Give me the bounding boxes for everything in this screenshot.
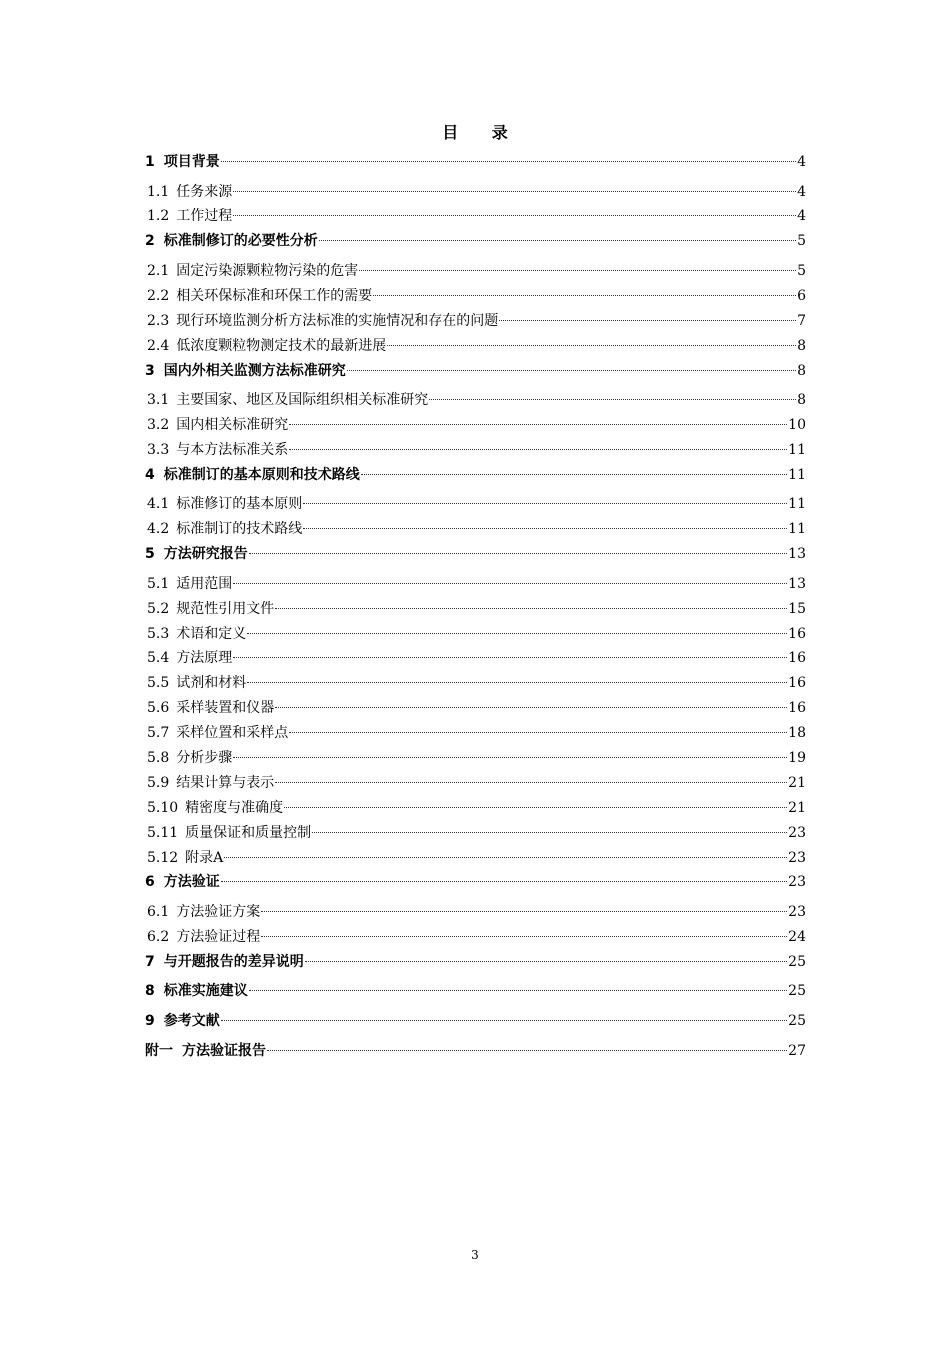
toc-chapter-row[interactable] [145,150,806,180]
toc-dot-leader [261,936,787,937]
toc-page-number: 15 [788,600,806,617]
toc-dot-leader [233,215,796,216]
toc-dot-leader [387,345,796,346]
toc-section-row[interactable] [145,492,806,517]
toc-entry-title: 质量保证和质量控制 [185,824,312,841]
toc-entry-number: 2.3 [147,312,170,329]
toc-page-number: 24 [788,928,806,945]
toc-entry-title: 适用范围 [176,575,233,592]
page-number: 3 [471,1248,479,1262]
toc-section-row[interactable] [145,696,806,721]
toc-page-number: 4 [797,208,806,225]
toc-entry-title: 标准修订的基本原则 [176,496,303,513]
toc-dot-leader [289,449,787,450]
toc-section-row[interactable] [145,204,806,229]
toc-page-number: 25 [788,953,806,970]
toc-page-number: 13 [788,575,806,592]
toc-chapter-row[interactable] [145,1039,806,1069]
toc-page-number: 16 [788,675,806,692]
toc-entry-number: 6.1 [147,904,170,921]
toc-section-row[interactable] [145,671,806,696]
toc-dot-leader [247,682,787,683]
toc-entry-title: 与开题报告的差异说明 [163,953,304,970]
toc-section-row[interactable] [145,721,806,746]
toc-dot-leader [233,657,787,658]
toc-dot-leader [312,832,787,833]
toc-entry-title: 标准制订的基本原则和技术路线 [163,466,360,483]
toc-entry-number: 3.1 [147,392,170,409]
toc-entry-number: 3 [145,362,155,379]
toc-dot-leader [221,1020,787,1021]
toc-entry-title: 标准制修订的必要性分析 [163,233,318,250]
toc-dot-leader [289,424,787,425]
toc-section-row[interactable] [145,180,806,205]
toc-section-row[interactable] [145,388,806,413]
toc-entry-number: 2 [145,233,155,250]
toc-entry-title: 主要国家、地区及国际组织相关标准研究 [176,392,429,409]
toc-entry-title: 方法原理 [176,650,233,667]
toc-dot-leader [224,857,787,858]
toc-chapter-row[interactable] [145,542,806,572]
toc-section-row[interactable] [145,334,806,359]
toc-entry-number: 8 [145,983,155,1000]
toc-page-number: 21 [788,799,806,816]
toc-entry-number: 2.2 [147,287,170,304]
toc-dot-leader [284,807,787,808]
toc-dot-leader [261,911,787,912]
toc-entry-number: 6 [145,874,155,891]
toc-section-row[interactable] [145,413,806,438]
toc-page-number: 21 [788,774,806,791]
toc-entry-number: 5.5 [147,675,170,692]
toc-dot-leader [221,161,796,162]
toc-entry-title: 低浓度颗粒物测定技术的最新进展 [176,337,387,354]
toc-entry-number: 5.8 [147,750,170,766]
toc-entry-title: 国内相关标准研究 [176,417,289,434]
toc-dot-leader [249,990,787,991]
toc-entry-number: 3.3 [147,441,170,458]
toc-section-row[interactable] [145,309,806,334]
table-of-contents [145,150,806,1068]
toc-chapter-row[interactable] [145,979,806,1009]
toc-entry-title: 标准制订的技术路线 [176,521,303,538]
toc-entry-number: 5.9 [147,774,170,791]
toc-dot-leader [303,503,787,504]
toc-entry-number: 附一 [145,1042,173,1059]
toc-entry-number: 1 [145,154,155,170]
toc-chapter-row[interactable] [145,229,806,259]
toc-section-row[interactable] [145,259,806,284]
toc-entry-title: 任务来源 [176,183,233,200]
toc-section-row[interactable] [145,821,806,846]
toc-entry-title: 术语和定义 [176,625,247,642]
toc-page-number: 23 [788,824,806,841]
toc-entry-title: 附录A [185,849,224,866]
toc-entry-title: 工作过程 [176,208,233,225]
toc-page-number: 7 [797,312,806,329]
toc-entry-number: 2.4 [147,337,170,354]
toc-dot-leader [305,961,787,962]
toc-dot-leader [289,732,787,733]
toc-page-number: 11 [788,466,806,483]
toc-dot-leader [233,191,796,192]
toc-dot-leader [359,270,796,271]
toc-dot-leader [275,608,787,609]
toc-page-number: 27 [788,1042,806,1059]
toc-page-number: 11 [788,441,806,458]
toc-page-number: 16 [788,700,806,717]
toc-entry-title: 标准实施建议 [163,983,248,1000]
toc-dot-leader [429,399,796,400]
toc-page-number: 4 [797,183,806,200]
toc-dot-leader [361,474,787,475]
toc-entry-number: 1.2 [147,208,170,225]
toc-page-number: 11 [788,521,806,538]
toc-entry-title: 方法研究报告 [163,546,248,563]
toc-entry-number: 5.4 [147,650,170,667]
toc-page-number: 23 [788,904,806,921]
toc-chapter-row[interactable] [145,359,806,389]
toc-page-number: 23 [788,874,806,891]
toc-entry-number: 5.3 [147,625,170,642]
toc-chapter-row[interactable] [145,463,806,493]
toc-entry-title: 方法验证 [163,874,220,891]
toc-entry-number: 4.1 [147,496,170,513]
toc-entry-number: 2.1 [147,262,170,279]
toc-dot-leader [249,553,787,554]
toc-page-number: 25 [788,1013,806,1030]
toc-entry-title: 采样装置和仪器 [176,700,275,717]
toc-entry-number: 5.1 [147,575,170,592]
toc-page-number: 4 [797,154,806,170]
toc-page-number: 13 [788,546,806,563]
toc-page-number: 16 [788,650,806,667]
toc-entry-title: 结果计算与表示 [176,774,275,791]
toc-dot-leader [275,782,787,783]
toc-dot-leader [373,295,796,296]
toc-page-number: 8 [797,362,806,379]
toc-entry-number: 5.7 [147,725,170,742]
toc-entry-title: 方法验证过程 [176,928,261,945]
toc-section-row[interactable] [145,597,806,622]
toc-dot-leader [233,757,787,758]
toc-chapter-row[interactable] [145,1009,806,1039]
toc-chapter-row[interactable] [145,870,806,900]
toc-entry-title: 现行环境监测分析方法标准的实施情况和存在的问题 [176,312,499,329]
toc-entry-title: 参考文献 [163,1013,220,1030]
toc-section-row[interactable] [145,517,806,542]
toc-entry-number: 6.2 [147,928,170,945]
toc-page-number: 8 [797,337,806,354]
toc-entry-title: 采样位置和采样点 [176,725,289,742]
toc-page-number: 23 [788,849,806,866]
toc-entry-title: 相关环保标准和环保工作的需要 [176,287,373,304]
toc-page-number: 6 [797,287,806,304]
toc-section-row[interactable] [145,646,806,671]
toc-entry-number: 5.2 [147,600,170,617]
toc-dot-leader [303,528,787,529]
toc-dot-leader [221,881,787,882]
toc-entry-number: 4 [145,466,155,483]
toc-section-row[interactable] [145,572,806,597]
toc-dot-leader [347,370,796,371]
toc-entry-number: 9 [145,1013,155,1030]
toc-section-row[interactable] [145,771,806,796]
toc-page-number: 5 [797,233,806,250]
toc-page-number: 8 [797,392,806,409]
toc-entry-title: 精密度与准确度 [185,799,284,816]
toc-entry-title: 方法验证报告 [182,1042,266,1059]
toc-section-row[interactable] [145,622,806,647]
toc-dot-leader [233,583,787,584]
toc-entry-title: 分析步骤 [176,750,233,766]
toc-dot-leader [319,240,796,241]
toc-entry-number: 5.12 [147,849,179,866]
toc-entry-title: 试剂和材料 [176,675,247,692]
toc-entry-title: 国内外相关监测方法标准研究 [163,362,346,379]
toc-dot-leader [499,320,796,321]
toc-page-number: 5 [797,262,806,279]
toc-section-row[interactable] [145,746,806,771]
toc-dot-leader [247,633,787,634]
toc-entry-number: 4.2 [147,521,170,538]
toc-page-number: 19 [788,750,806,766]
toc-page-number: 25 [788,983,806,1000]
toc-dot-leader [275,707,787,708]
page-title: 目 录 [442,123,522,142]
toc-section-row[interactable] [145,846,806,871]
toc-entry-number: 3.2 [147,417,170,434]
toc-entry-number: 1.1 [147,183,170,200]
toc-section-row[interactable] [145,284,806,309]
toc-section-row[interactable] [145,900,806,925]
toc-entry-number: 7 [145,953,155,970]
toc-section-row[interactable] [145,796,806,821]
toc-entry-number: 5.11 [147,824,179,841]
toc-entry-number: 5 [145,546,155,563]
toc-dot-leader [267,1050,787,1051]
toc-entry-title: 规范性引用文件 [176,600,275,617]
toc-entry-number: 5.6 [147,700,170,717]
toc-entry-title: 固定污染源颗粒物污染的危害 [176,262,359,279]
toc-entry-number: 5.10 [147,799,179,816]
toc-page-number: 10 [788,417,806,434]
toc-entry-title: 方法验证方案 [176,904,261,921]
toc-section-row[interactable] [145,925,806,950]
toc-page-number: 16 [788,625,806,642]
toc-page-number: 11 [788,496,806,513]
toc-entry-title: 项目背景 [163,154,220,170]
toc-section-row[interactable] [145,438,806,463]
toc-page-number: 18 [788,725,806,742]
toc-chapter-row[interactable] [145,950,806,980]
toc-entry-title: 与本方法标准关系 [176,441,289,458]
